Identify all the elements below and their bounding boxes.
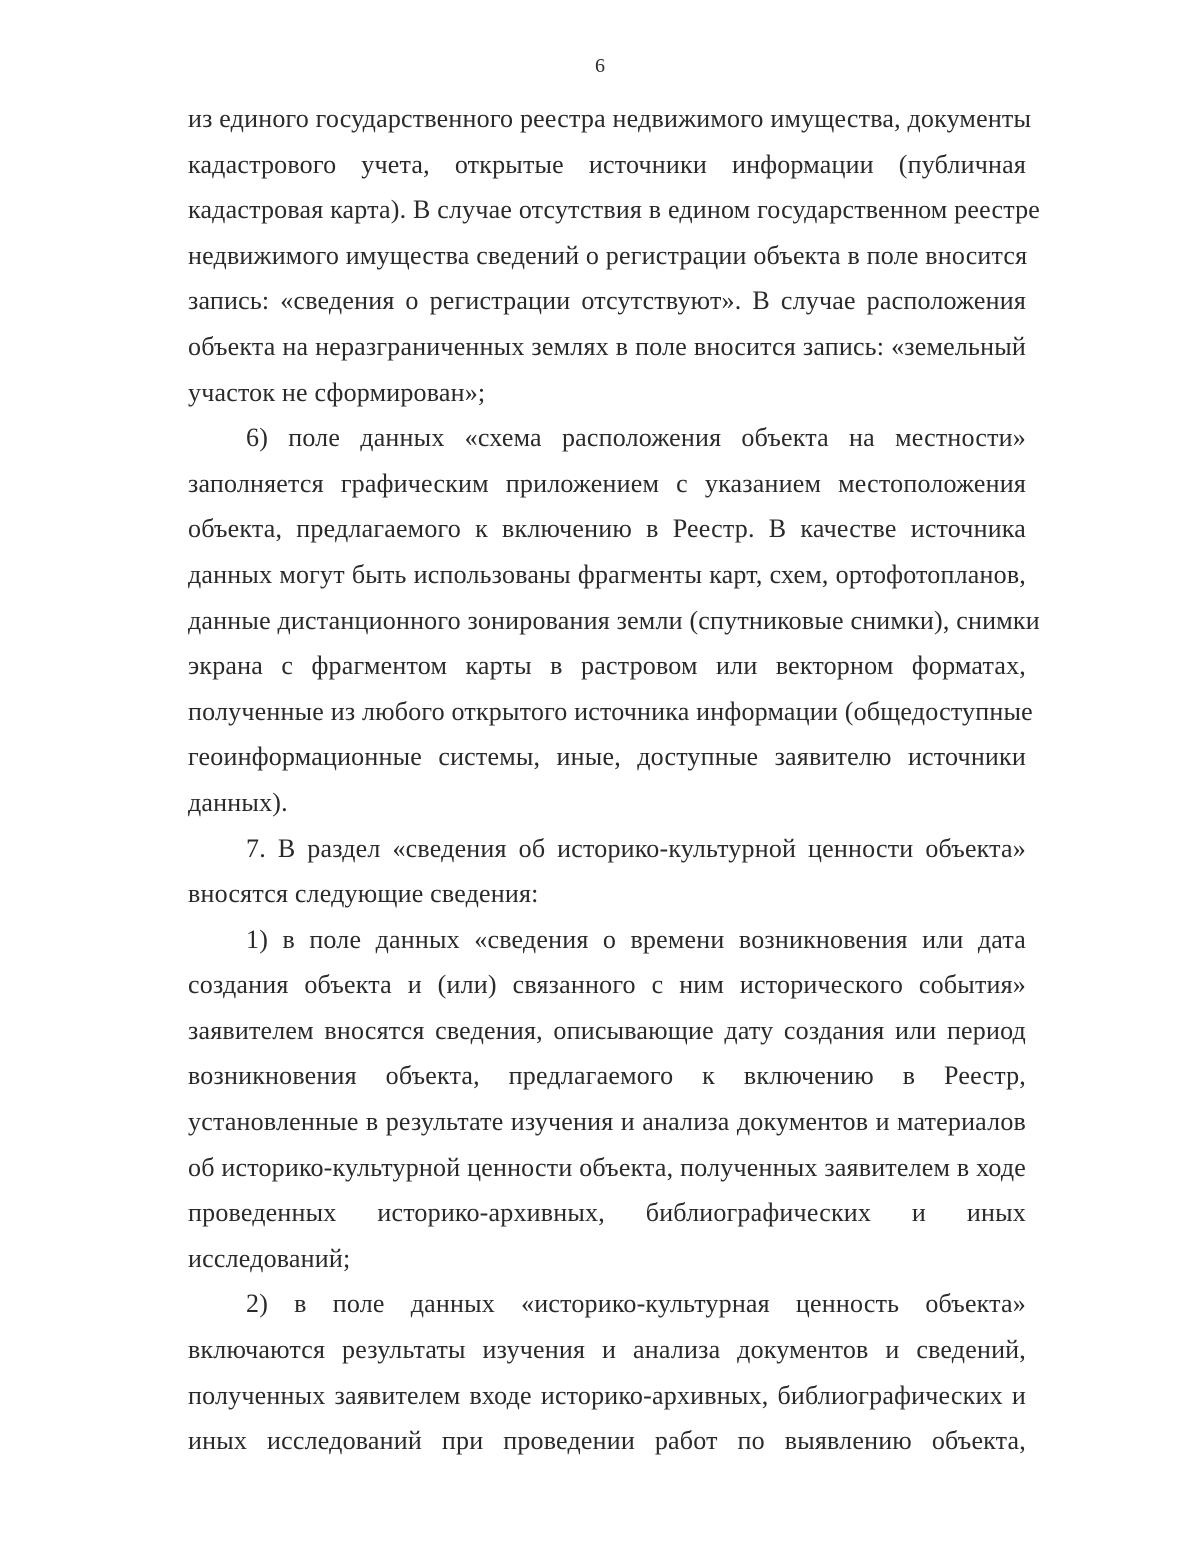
text-line: кадастрового учета, открытые источники информации (публичная: [188, 149, 1026, 179]
text-line: создания объекта и (или) связанного с ним исторического события»: [188, 970, 1026, 1000]
text-line: геоинформационные системы, иные, доступные заявителю источники: [188, 742, 1026, 772]
text-line: полученные из любого открытого источника информации (общедоступные: [188, 696, 1033, 726]
paragraph: [188, 96, 1041, 415]
text-line: полученных заявителем входе историко-архивных, библиографических и: [188, 1380, 1026, 1410]
text-line: данных могут быть использованы фрагменты карт, схем, ортофотопланов,: [188, 559, 1026, 589]
text-line: 7. В раздел «сведения об историко-культурной ценности объекта»: [246, 833, 1026, 863]
text-line: из единого государственного реестра недвижимого имущества, документы: [188, 104, 1032, 133]
text-line: иных исследований при проведении работ по выявлению объекта,: [188, 1426, 1026, 1456]
paragraph: [188, 826, 1026, 917]
text-line: об историко-культурной ценности объекта, полученных заявителем в ходе: [188, 1152, 1026, 1182]
paragraph: [188, 1281, 1026, 1463]
text-line: данные дистанционного зонирования земли (спутниковые снимки), снимки: [188, 605, 1040, 635]
text-line: 2) в поле данных «историко-культурная ценность объекта»: [246, 1289, 1026, 1319]
text-line: данных).: [188, 787, 288, 817]
text-line: объекта на неразграниченных землях в поле вносится запись: «земельный: [188, 331, 1026, 361]
text-line: проведенных историко-архивных, библиографических и иных: [188, 1198, 1026, 1228]
text-line: исследований;: [188, 1243, 351, 1273]
text-line: недвижимого имущества сведений о регистрации объекта в поле вносится: [188, 240, 1028, 270]
paragraph: [188, 917, 1026, 1282]
text-line: возникновения объекта, предлагаемого к включению в Реестр,: [188, 1061, 1026, 1091]
text-line: установленные в результате изучения и анализа документов и материалов: [188, 1107, 1026, 1137]
paragraph: [188, 415, 1040, 825]
text-line: экрана с фрагментом карты в растровом или векторном форматах,: [188, 651, 1026, 681]
text-line: включаются результаты изучения и анализа документов и сведений,: [188, 1335, 1026, 1365]
page-number: 6: [595, 55, 605, 77]
text-line: вносятся следующие сведения:: [188, 879, 539, 909]
text-line: 6) поле данных «схема расположения объекта на местности»: [246, 423, 1026, 453]
text-line: кадастровая карта). В случае отсутствия в едином государственном реестре: [188, 195, 1041, 225]
document-body: [188, 96, 1041, 1464]
text-line: заявителем вносятся сведения, описывающие дату создания или период: [188, 1015, 1026, 1045]
text-line: заполняется графическим приложением с указанием местоположения: [188, 468, 1026, 498]
text-line: 1) в поле данных «сведения о времени возникновения или дата: [246, 924, 1026, 954]
text-line: объекта, предлагаемого к включению в Реестр. В качестве источника: [188, 514, 1026, 544]
text-line: участок не сформирован»;: [188, 377, 486, 407]
text-line: запись: «сведения о регистрации отсутствуют». В случае расположения: [188, 286, 1026, 316]
